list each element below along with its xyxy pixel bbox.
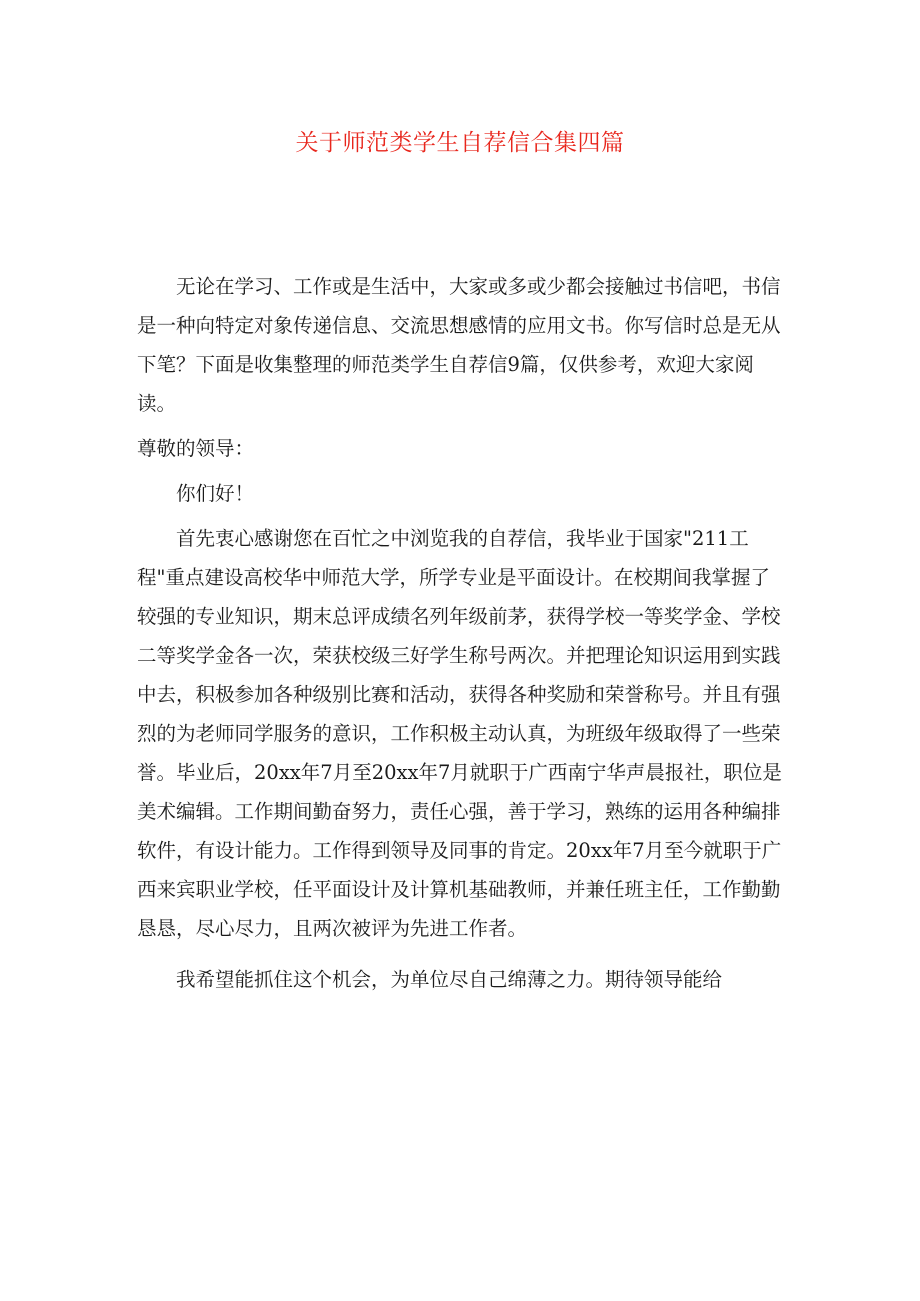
document-body [137,267,787,999]
salutation: 尊敬的领导： [137,437,255,460]
greeting: 你们好！ [176,482,255,505]
body-paragraph-2: 我希望能抓住这个机会，为单位尽自己绵薄之力。期待领导能给 [176,968,723,991]
document-title: 关于师范类学生自荐信合集四篇 [295,130,625,156]
intro-paragraph: 无论在学习、工作或是生活中，大家或多或少都会接触过书信吧，书信是一种向特定对象传递信息、交流思想感情的应用文书。你写信时总是无从下笔？下面是收集整理的师范类学生自荐信9篇，仅供参考，欢迎大家阅读。 [137,275,781,415]
body-paragraph-1: 首先衷心感谢您在百忙之中浏览我的自荐信，我毕业于国家"211工程"重点建设高校华中师范大学，所学专业是平面设计。在校期间我掌握了较强的专业知识，期末总评成绩名列年级前茅，获得学校一等奖学金、学校二等奖学金各一次，荣获校级三好学生称号两次。并把理论知识运用到实践中去，积极参加各种级别比赛和活动，获得各种奖励和荣誉称号。并且有强烈的为老师同学服务的意识，工作积极主动认真，为班级年级取得了一些荣誉。毕业后，20xx年7月至20xx年7月就职于广西南宁华声晨报社，职位是美术编辑。工作期间勤奋努力，责任心强，善于学习，熟练的运用各种编排软件，有设计能力。工作得到领导及同事的肯定。20xx年7月至今就职于广西来宾职业学校，任平面设计及计算机基础教师，并兼任班主任，工作勤勤恳恳，尽心尽力，且两次被评为先进工作者。 [137,527,782,940]
